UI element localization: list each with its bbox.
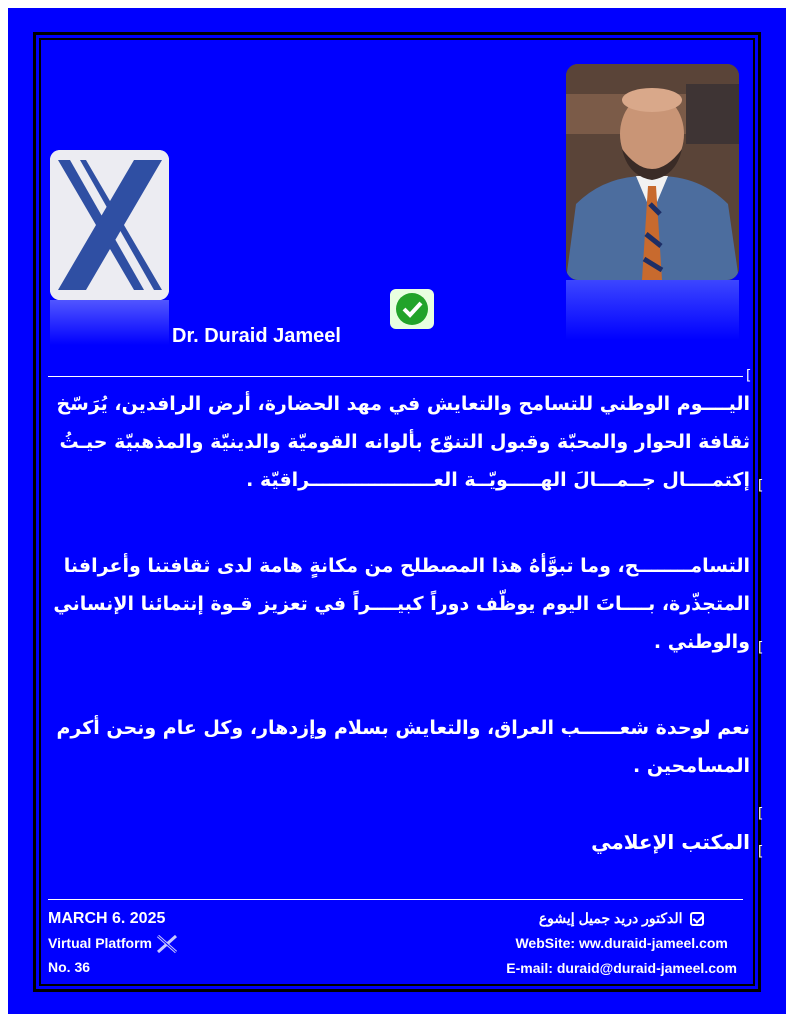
- x-logo-reflection: [50, 300, 169, 345]
- paragraph-1: اليــــوم الوطني للتسامح والتعايش في مهد الحضارة، أرض الرافدين، يُرَسّخ ثقافة الحوار والمحبّة وقبول التنوّع بألوانه القوميّة والدينيّة والمذهبيّة حيـثُ إكتمــــال جــمـــالَ الهـــــويّــة العـــــــــــــــــــراقيّة .: [56, 393, 750, 491]
- paragraph-3: نعم لوحدة شعــــــب العراق، والتعايش بسلام وإزدهار، وكل عام ونحن أكرم المسامحين .: [56, 717, 750, 777]
- paragraph-marker: [: [744, 368, 753, 384]
- bottom-divider: [48, 899, 743, 900]
- author-name: Dr. Duraid Jameel: [172, 325, 341, 347]
- footer-left: [48, 907, 178, 979]
- x-logo-icon: [50, 150, 169, 300]
- signature: المكتب الإعلامي: [591, 830, 750, 854]
- portrait-photo: [566, 64, 739, 280]
- paragraph-marker: [: [756, 806, 765, 822]
- checkbox-icon: [690, 912, 704, 926]
- paragraph-2: التسامــــــــح، وما تبوَّأهُ هذا المصطلح من مكانةٍ هامة لدى ثقافتنا وأعرافنا المتجذّرة، بــــاتَ اليوم يوظّف دوراً كبيــــراً في تعزيز قـوة إنتمائنا الإنساني والوطني .: [53, 555, 750, 653]
- issue-number: No. 36: [48, 959, 91, 975]
- paragraph-marker: [: [756, 478, 765, 494]
- verified-check-icon: [390, 289, 434, 329]
- paragraph-marker: [: [756, 640, 765, 656]
- paragraph-marker: [: [756, 844, 765, 860]
- statement-body: [50, 385, 750, 859]
- x-icon: [156, 935, 178, 951]
- website-link[interactable]: WebSite: ww.duraid-jameel.com: [515, 935, 728, 951]
- arabic-name: الدكتور دريد جميل إيشوع: [538, 910, 683, 926]
- email-link[interactable]: E-mail: duraid@duraid-jameel.com: [506, 960, 737, 976]
- platform-line: [48, 931, 178, 955]
- platform-label: Virtual Platform: [48, 935, 152, 951]
- portrait-reflection: [566, 280, 739, 340]
- top-divider: [48, 376, 743, 377]
- arabic-name-line: [506, 906, 737, 931]
- publish-date: MARCH 6. 2025: [48, 910, 166, 927]
- footer-right: [506, 906, 737, 981]
